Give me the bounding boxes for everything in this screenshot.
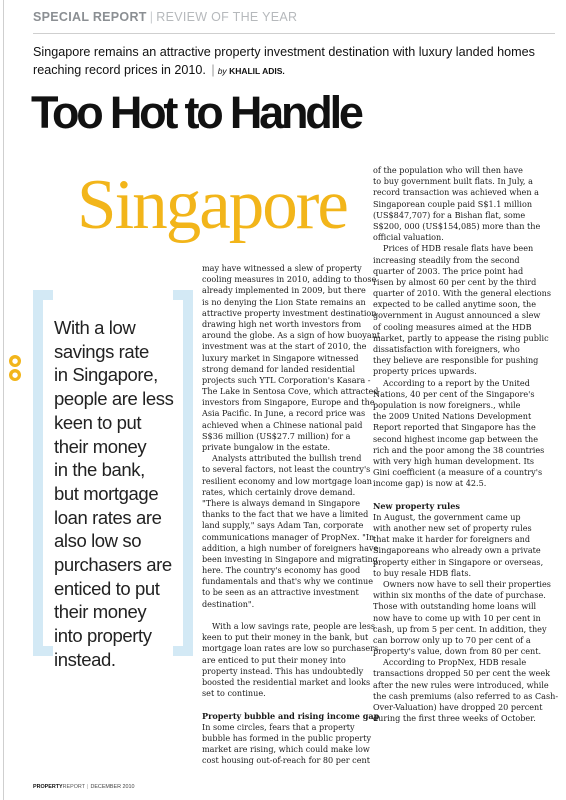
body-line: Singaporeans who already own a private — [373, 545, 541, 556]
body-line: keen to put their money in the bank, but — [202, 632, 369, 643]
body-line: property's value, down from 80 per cent. — [373, 646, 542, 657]
section-separator: | — [149, 10, 154, 24]
body-line: Singaporean couple paid S$1.1 million — [373, 198, 533, 209]
paragraph-gap — [202, 699, 362, 710]
city-title: Singapore — [77, 166, 347, 244]
body-line: rich and the poor among the 38 countries — [373, 444, 545, 455]
body-line: investment was at the start of 2010, the — [202, 341, 367, 352]
body-line: with very high human development. Its — [373, 455, 535, 466]
body-line: S$200, 000 (US$154,085) more than the — [373, 220, 541, 231]
body-line: Gini coefficient (a measure of a country's — [373, 467, 543, 478]
deck-separator: | — [211, 62, 215, 77]
paragraph-gap — [373, 489, 555, 500]
deck-text: Singapore remains an attractive property investment destination with luxury landed homes reaching record prices in 2010. — [33, 45, 535, 77]
page-edge-rule — [3, 0, 4, 800]
body-line: quarter of 2010. With the general elections — [373, 288, 551, 299]
pull-quote-line: in the bank, — [54, 459, 145, 481]
body-line: addition, a high number of foreigners have — [202, 542, 379, 553]
pull-quote-line: keen to put — [54, 411, 142, 433]
body-line: luxury market in Singapore witnessed — [202, 352, 359, 363]
body-line: may have witnessed a slew of property — [202, 263, 362, 273]
body-line: they believe are responsible for pushing — [373, 355, 539, 366]
body-line: investors from Singapore, Europe and the — [202, 397, 375, 408]
body-line: property instead. This has undoubtedly — [202, 665, 364, 676]
body-line: Those with outstanding home loans will — [373, 601, 537, 612]
body-line: dissatisfaction with foreigners, who — [373, 344, 520, 354]
header-rule — [33, 33, 555, 34]
pull-quote-line: instead. — [54, 648, 116, 670]
body-line: here. The country's economy has good — [202, 565, 361, 576]
pull-quote-line: purchasers are — [54, 554, 172, 576]
body-line: after the new rules were introduced, while — [373, 679, 549, 690]
body-line: increasing steadily from the second — [373, 254, 520, 265]
body-line: Prices of HDB resale flats have been — [383, 243, 534, 254]
body-line: property prices upwards. — [373, 366, 477, 377]
body-line: already implemented in 2009, but there — [202, 285, 366, 296]
body-line: Asia Pacific. In June, a record price was — [202, 408, 366, 419]
body-line: been investing in Singapore and migrating — [202, 553, 378, 564]
body-line: According to a report by the United — [383, 377, 530, 388]
marker-dot-icon: ● — [9, 369, 21, 381]
pull-quote-line: into property — [54, 625, 152, 647]
body-line: Owners now have to sell their properties — [383, 578, 551, 589]
body-line: government in August announced a slew — [373, 310, 541, 321]
footer-brand-suffix: REPORT — [62, 784, 86, 790]
body-line: Nations, 40 per cent of the Singapore's — [373, 388, 535, 399]
body-line: (US$847,707) for a Bishan flat, some — [373, 209, 526, 220]
body-line: With a low savings rate, people are less — [212, 621, 376, 631]
body-line: cooling measures in 2010, adding to those — [202, 274, 377, 285]
body-line: to be seen as an attractive investment — [202, 587, 359, 598]
pull-quote-line: savings rate — [54, 340, 149, 362]
body-line: now have to come up with 10 per cent in — [373, 612, 541, 623]
pull-quote-bracket-left — [33, 290, 43, 656]
body-line: the 2009 United Nations Development — [373, 411, 532, 422]
body-line: Over-Valuation) have dropped 20 percent — [373, 702, 543, 712]
body-line: record transaction was achieved when a — [373, 187, 539, 198]
body-line: rates, which certainly drove demand. — [202, 486, 356, 497]
footer-issue: DECEMBER 2010 — [90, 784, 135, 790]
section-header — [33, 10, 553, 30]
body-line: According to PropNex, HDB resale — [383, 657, 527, 668]
body-line: mortgage loan rates are low so purchasers — [202, 643, 379, 654]
body-line: around the globe. As a sign of how buoyant — [202, 330, 381, 341]
body-line: property either in Singapore or overseas, — [373, 556, 544, 567]
author-name: KHALIL ADIS. — [229, 65, 285, 76]
footer-separator: | — [87, 784, 89, 790]
section-label: SPECIAL REPORT — [33, 10, 147, 24]
body-line: communications manager of PropNex. "In — [202, 531, 375, 542]
byline-by: by — [217, 65, 227, 76]
body-line: during the first three weeks of October. — [373, 713, 536, 724]
body-line: that make it harder for foreigners and — [373, 534, 531, 545]
pull-quote-line: With a low — [54, 317, 136, 338]
pull-quote-line: loan rates are — [54, 506, 162, 528]
body-line: with another new set of property rules — [373, 523, 532, 533]
body-line: private bungalow in the estate. — [202, 442, 331, 452]
pull-quote-bracket-right — [183, 290, 193, 656]
body-line: can borrow only up to 70 per cent of a — [373, 634, 531, 645]
body-line: population is now foreigners., while — [373, 399, 521, 410]
body-line: destination". — [202, 598, 255, 609]
body-line: cash, up from 5 per cent. In addition, they — [373, 623, 547, 634]
body-line: expected to be called anytime soon, the — [373, 299, 536, 310]
body-line: to several factors, not least the country's — [202, 464, 371, 475]
body-column-middle — [202, 263, 381, 766]
pull-quote-line: in Singapore, — [54, 364, 158, 386]
body-line: within six months of the date of purchase. — [373, 590, 546, 601]
body-line: In some circles, fears that a property — [202, 721, 355, 732]
body-column-right — [373, 165, 559, 724]
body-line: land supply," says Adam Tan, corporate — [202, 520, 364, 531]
marker-dot-icon: ● — [9, 355, 21, 367]
body-line: resilient economy and low mortgage loan — [202, 475, 372, 486]
body-line: income gap) is now at 42.5. — [373, 478, 487, 489]
pull-quote-line: people are less — [54, 388, 174, 410]
body-line: of cooling measures aimed at the HDB — [373, 321, 532, 332]
subheading-rules: New property rules — [373, 500, 460, 511]
pull-quote-line: but mortgage — [54, 482, 159, 504]
article-deck — [33, 44, 543, 80]
body-line: "There is always demand in Singapore — [202, 497, 361, 508]
body-line: bubble has formed in the public property — [202, 732, 372, 743]
body-line: cost housing out-of-reach for 80 per cent — [202, 755, 370, 766]
paragraph-gap — [202, 610, 362, 621]
body-line: attractive property investment destination — [202, 307, 377, 318]
pull-quote — [54, 316, 180, 672]
pull-quote-line: enticed to put — [54, 577, 160, 599]
body-line: fundamentals and that's why we continue — [202, 576, 374, 587]
body-line: are enticed to put their money into — [202, 654, 346, 665]
body-line: achieved when a Chinese national paid — [202, 419, 363, 430]
body-line: is no denying the Lion State remains an — [202, 296, 366, 307]
body-line: the cash premiums (also referred to as Cash- — [373, 690, 559, 701]
body-line: market are rising, which could make low — [202, 744, 370, 755]
page-marker — [9, 355, 23, 383]
headline: Too Hot to Handle — [31, 87, 361, 138]
body-line: boosted the residential market and looks — [202, 676, 371, 687]
body-line: of the population who will then have — [373, 165, 523, 175]
page-footer — [33, 781, 233, 793]
body-line: quarter of 2003. The price point had — [373, 265, 524, 276]
body-line: strong demand for landed residential — [202, 363, 356, 374]
body-line: to buy resale HDB flats. — [373, 567, 472, 578]
body-line: set to continue. — [202, 688, 266, 699]
body-line: S$36 million (US$27.7 million) for a — [202, 430, 351, 441]
subheading-bubble: Property bubble and rising income gap — [202, 710, 380, 721]
body-line: Report reported that Singapore has the — [373, 422, 536, 433]
body-line: to buy government built flats. In July, a — [373, 176, 533, 187]
pull-quote-line: their money — [54, 435, 147, 457]
body-line: The Lake in Sentosa Cove, which attracted — [202, 386, 379, 397]
byline — [218, 66, 285, 76]
body-line: official valuation. — [373, 232, 444, 243]
body-line: second highest income gap between the — [373, 433, 539, 444]
body-line: Analysts attributed the bullish trend — [212, 453, 362, 464]
pull-quote-line: their money — [54, 601, 147, 623]
body-line: market, partly to appease the rising public — [373, 332, 549, 343]
body-line: In August, the government came up — [373, 511, 521, 522]
body-line: risen by almost 60 per cent by the third — [373, 276, 537, 287]
subsection-label: REVIEW OF THE YEAR — [156, 10, 298, 24]
body-line: drawing high net worth investors from — [202, 318, 362, 329]
pull-quote-line: also low so — [54, 530, 142, 552]
footer-brand: PROPERTY — [33, 784, 63, 790]
body-line: thanks to the fact that we have a limited — [202, 509, 369, 520]
body-line: projects such YTL Corporation's Kasara - — [202, 374, 371, 385]
body-line: transactions dropped 50 per cent the week — [373, 668, 551, 679]
